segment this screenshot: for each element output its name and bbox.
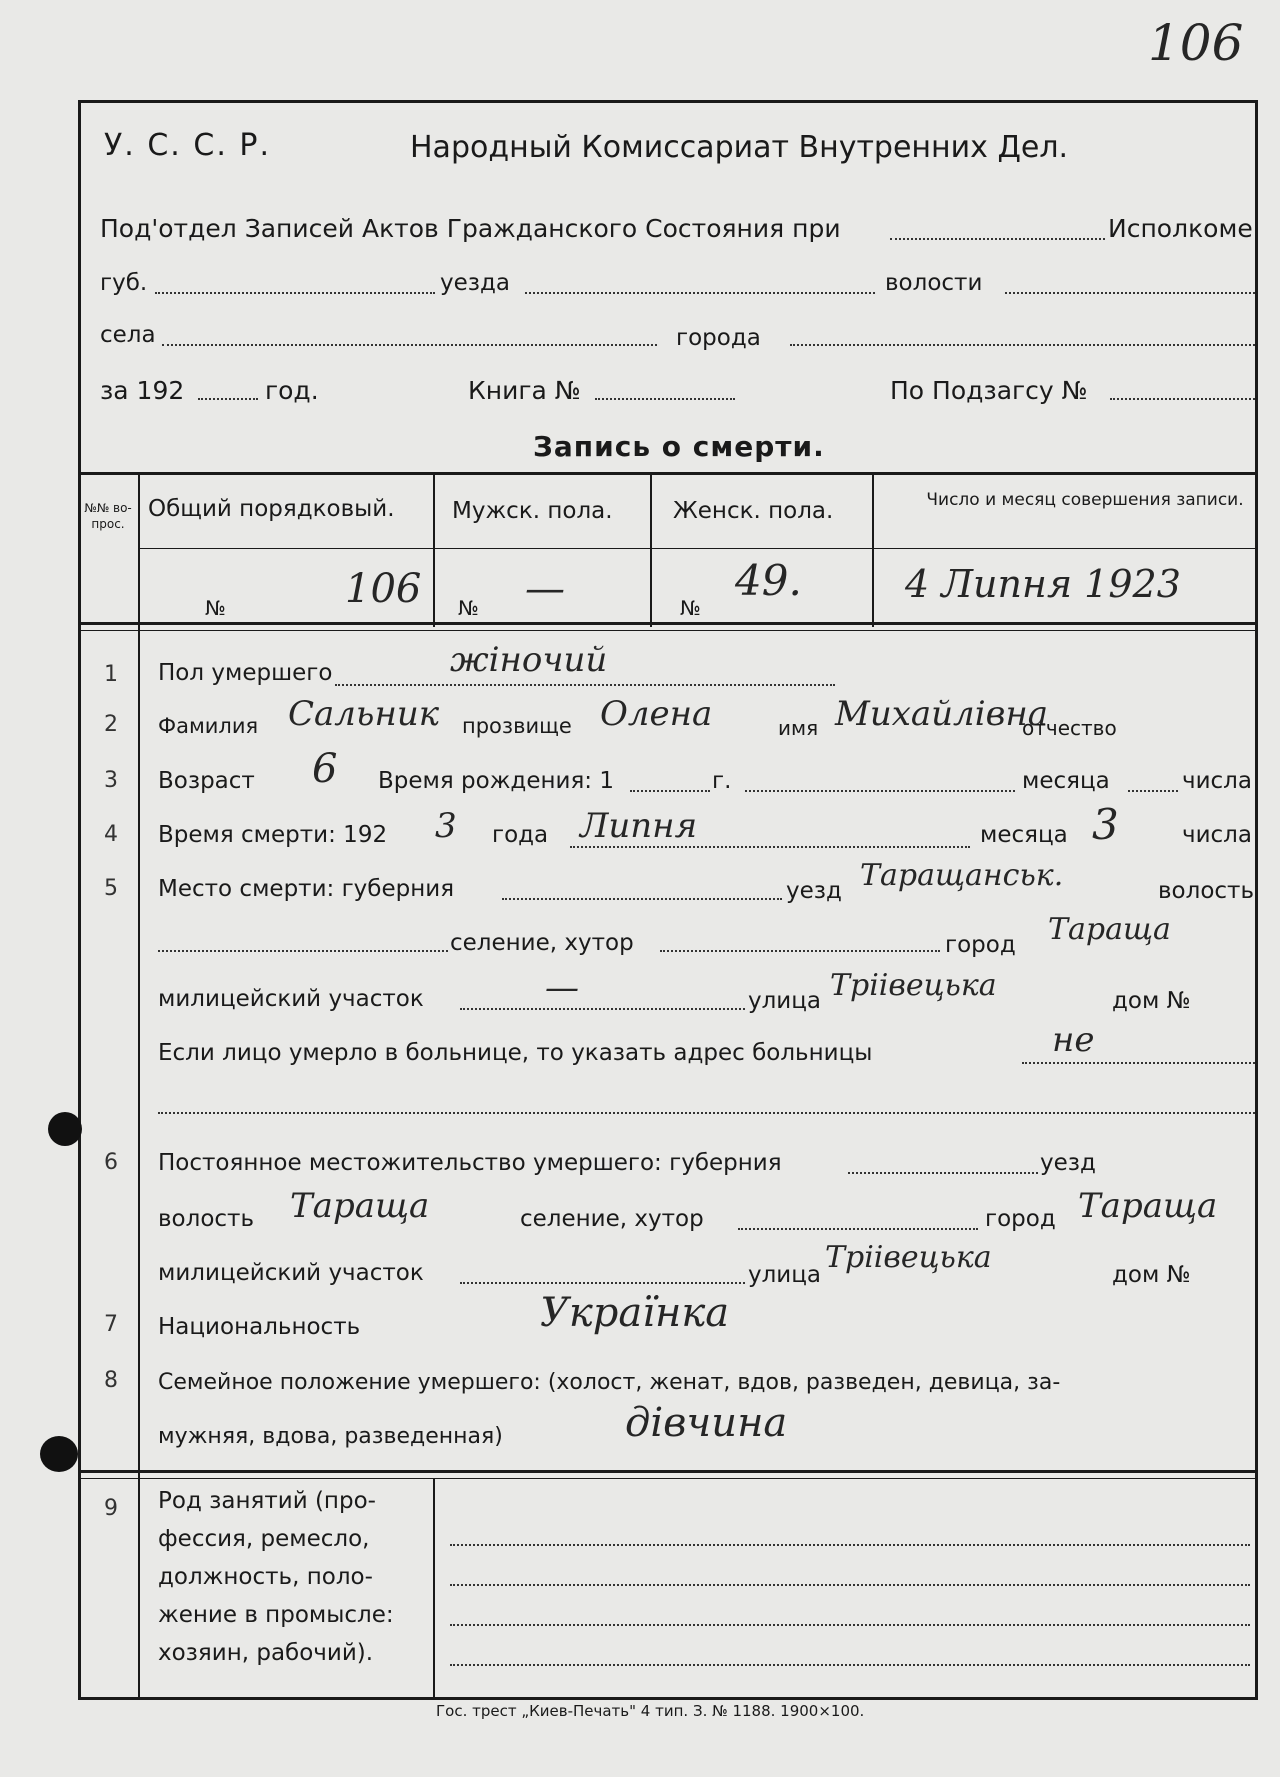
- day-label: числа: [1182, 768, 1252, 794]
- res-volost-label: волость: [158, 1206, 254, 1232]
- nickname-value: Олена: [600, 694, 713, 734]
- occupation-line-2: фессия, ремесло,: [158, 1526, 370, 1552]
- hospital-label: Если лицо умерло в больнице, то указать адрес больницы: [158, 1040, 873, 1066]
- place-village-label: селение, хутор: [450, 930, 634, 956]
- year-label: за 192: [100, 376, 185, 405]
- death-year-label: года: [492, 822, 549, 848]
- street-value: Тріівецька: [830, 968, 997, 1003]
- occupation-line-4: жение в промысле:: [158, 1602, 394, 1628]
- militia-label: милицейский участок: [158, 986, 424, 1012]
- female-value: 49.: [735, 556, 802, 605]
- podzags-label: По Подзагсу №: [890, 376, 1088, 405]
- col-male: Мужск. пола.: [452, 498, 613, 524]
- kniga-label: Книга №: [468, 376, 581, 405]
- place-label: Место смерти: губерния: [158, 876, 455, 902]
- occupation-line-1: Род занятий (про-: [158, 1488, 376, 1514]
- residence-label: Постоянное местожительство умершего: губерния: [158, 1150, 782, 1176]
- house-label: дом №: [1112, 988, 1191, 1014]
- male-value: —: [525, 566, 565, 612]
- res-street-value: Тріівецька: [825, 1240, 992, 1275]
- col-questions: №№ во- прос.: [84, 501, 132, 531]
- subdept-label: Под'отдел Записей Актов Гражданского Состояния при: [100, 214, 841, 243]
- sex-label: Пол умершего: [158, 660, 333, 686]
- res-house-label: дом №: [1112, 1262, 1191, 1288]
- place-uezd-value: Таращанськ.: [860, 858, 1064, 893]
- col-female: Женск. пола.: [673, 498, 834, 524]
- record-title: Запись о смерти.: [533, 430, 825, 463]
- birth-label: Время рождения: 1: [378, 768, 614, 794]
- nationality-label: Национальность: [158, 1314, 361, 1340]
- place-volost-label: волость: [1158, 878, 1254, 904]
- res-city-label: город: [985, 1206, 1056, 1232]
- res-village-label: селение, хутор: [520, 1206, 704, 1232]
- commissariat-label: Народный Комиссариат Внутренних Дел.: [410, 130, 1069, 165]
- volosti-label: волости: [885, 270, 983, 296]
- date-value: 4 Липня 1923: [905, 562, 1181, 606]
- patronymic-label: отчество: [1022, 716, 1117, 740]
- militia-value: —: [545, 968, 579, 1008]
- res-street-label: улица: [748, 1262, 822, 1288]
- place-city-label: город: [945, 932, 1016, 958]
- age-label: Возраст: [158, 768, 255, 794]
- street-label: улица: [748, 988, 822, 1014]
- place-uezd-label: уезд: [786, 878, 842, 904]
- death-day-value: 3: [1092, 800, 1119, 849]
- name-label: имя: [778, 716, 819, 740]
- month-label: месяца: [1022, 768, 1110, 794]
- nationality-value: Українка: [540, 1290, 730, 1336]
- punch-hole: [40, 1436, 78, 1472]
- female-no: №: [680, 596, 701, 620]
- occupation-line-3: должность, поло-: [158, 1564, 373, 1590]
- name-value: Михайлівна: [835, 694, 1049, 734]
- death-day-label: числа: [1182, 822, 1252, 848]
- age-value: 6: [312, 746, 338, 792]
- place-city-value: Тараща: [1048, 912, 1171, 947]
- year-suffix: год.: [265, 376, 319, 405]
- uezda-label: уезда: [440, 270, 510, 296]
- male-no: №: [458, 596, 479, 620]
- res-militia-label: милицейский участок: [158, 1260, 424, 1286]
- occupation-line-5: хозяин, рабочий).: [158, 1640, 374, 1666]
- death-month-label: месяца: [980, 822, 1068, 848]
- residence-uezd: уезд: [1040, 1150, 1096, 1176]
- hospital-value: не: [1052, 1020, 1095, 1060]
- printer-footer: Гос. трест „Киев-Печать" 4 тип. З. № 1188. 1900×100.: [436, 1702, 865, 1720]
- death-year-digit: 3: [435, 806, 457, 846]
- marital-value: дівчина: [625, 1400, 788, 1446]
- col-date: Число и месяц совершения записи.: [926, 490, 1244, 510]
- birth-g: г.: [712, 768, 732, 794]
- death-month-value: Липня: [580, 806, 698, 846]
- sex-value: жіночий: [450, 640, 608, 680]
- nickname-label: прозвище: [462, 714, 572, 738]
- res-volost-value: Тараща: [290, 1186, 430, 1226]
- general-no: №: [205, 596, 226, 620]
- col-general: Общий порядковый.: [148, 496, 395, 522]
- goroda-label: города: [676, 325, 761, 351]
- marital-label: Семейное положение умершего: (холост, женат, вдов, разведен, девица, за-: [158, 1370, 1061, 1395]
- ispolkom-label: Исполкоме: [1108, 214, 1253, 243]
- res-city-value: Тараща: [1078, 1186, 1218, 1226]
- page-number: 106: [1148, 14, 1244, 72]
- death-label: Время смерти: 192: [158, 822, 388, 848]
- sela-label: села: [100, 322, 156, 348]
- gub-label: губ.: [100, 270, 148, 296]
- marital-label-2: мужняя, вдова, разведенная): [158, 1424, 503, 1449]
- punch-hole: [48, 1112, 82, 1146]
- republic-label: У. С. С. Р.: [104, 128, 272, 163]
- surname-value: Сальник: [288, 694, 440, 734]
- surname-label: Фамилия: [158, 714, 259, 738]
- general-value: 106: [345, 566, 422, 612]
